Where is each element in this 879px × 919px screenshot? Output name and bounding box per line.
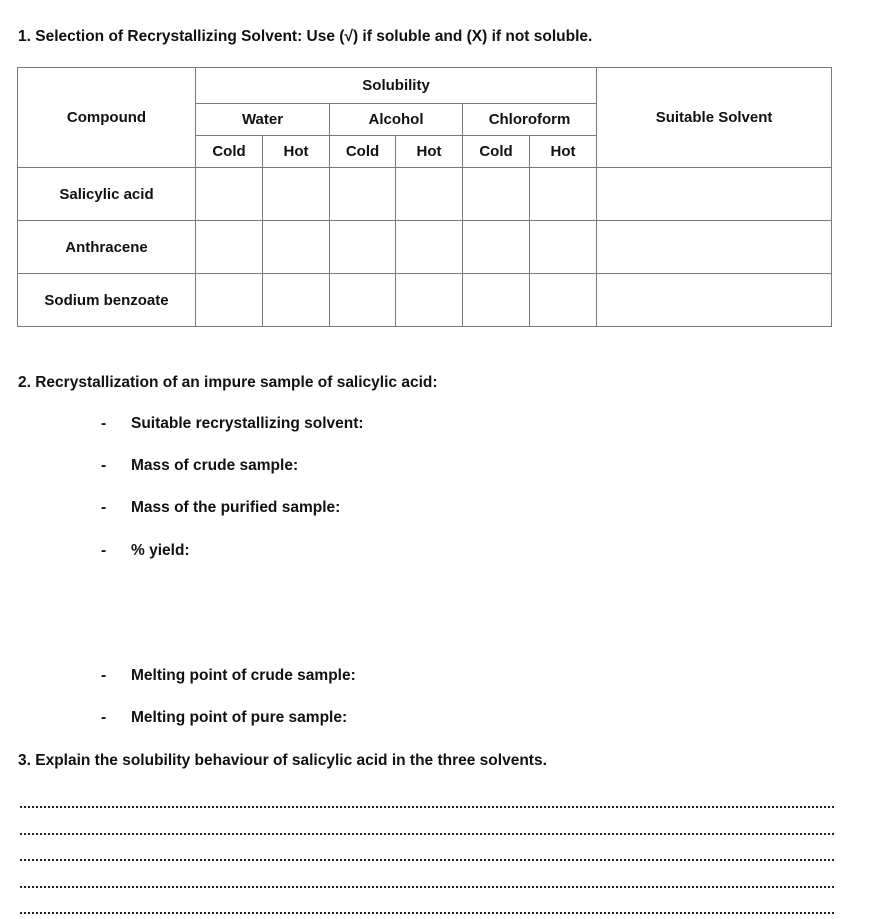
list-item (101, 542, 190, 560)
bullet-dash: - (101, 542, 107, 559)
answer-cell[interactable] (530, 168, 597, 221)
answer-line[interactable] (20, 806, 834, 808)
list-item (101, 457, 298, 475)
answer-cell[interactable] (396, 221, 463, 274)
temp-header-chloroform-cold: Cold (463, 136, 530, 168)
answer-cell[interactable] (463, 168, 530, 221)
section-2-heading: 2. Recrystallization of an impure sample of salicylic acid: (18, 374, 438, 391)
answer-cell[interactable] (530, 274, 597, 327)
solubility-table (17, 67, 832, 327)
answer-cell[interactable] (530, 221, 597, 274)
table-row (18, 274, 832, 327)
temp-header-alcohol-hot: Hot (396, 136, 463, 168)
answer-cell[interactable] (263, 221, 330, 274)
answer-cell[interactable] (396, 274, 463, 327)
list-item (101, 499, 340, 517)
section-1-heading: 1. Selection of Recrystallizing Solvent: Use (√) if soluble and (X) if not soluble. (18, 28, 593, 45)
list-item (101, 415, 364, 433)
list-item (101, 667, 356, 685)
item-label: Mass of the purified sample: (131, 499, 341, 516)
bullet-dash: - (101, 667, 107, 684)
compound-name: Anthracene (18, 221, 196, 274)
answer-cell[interactable] (463, 221, 530, 274)
solvent-header-chloroform: Chloroform (463, 104, 597, 136)
suitable-solvent-header: Suitable Solvent (597, 68, 832, 168)
item-label: Mass of crude sample: (131, 457, 299, 474)
bullet-dash: - (101, 709, 107, 726)
answer-cell[interactable] (396, 168, 463, 221)
suitable-solvent-cell[interactable] (597, 221, 832, 274)
answer-cell[interactable] (330, 221, 396, 274)
temp-header-water-hot: Hot (263, 136, 330, 168)
answer-line[interactable] (20, 912, 834, 914)
item-label: % yield: (131, 542, 190, 559)
solubility-header: Solubility (196, 68, 597, 104)
temp-header-water-cold: Cold (196, 136, 263, 168)
section-3-heading: 3. Explain the solubility behaviour of salicylic acid in the three solvents. (18, 752, 547, 769)
answer-cell[interactable] (330, 274, 396, 327)
temp-header-alcohol-cold: Cold (330, 136, 396, 168)
temp-header-chloroform-hot: Hot (530, 136, 597, 168)
bullet-dash: - (101, 457, 107, 474)
table-row (18, 168, 832, 221)
solvent-header-water: Water (196, 104, 330, 136)
answer-cell[interactable] (196, 274, 263, 327)
answer-cell[interactable] (196, 221, 263, 274)
table-row (18, 221, 832, 274)
answer-cell[interactable] (263, 274, 330, 327)
answer-line[interactable] (20, 859, 834, 861)
answer-cell[interactable] (330, 168, 396, 221)
answer-cell[interactable] (196, 168, 263, 221)
compound-name: Salicylic acid (18, 168, 196, 221)
answer-cell[interactable] (263, 168, 330, 221)
answer-line[interactable] (20, 833, 834, 835)
item-label: Melting point of pure sample: (131, 709, 348, 726)
suitable-solvent-cell[interactable] (597, 274, 832, 327)
compound-name: Sodium benzoate (18, 274, 196, 327)
item-label: Melting point of crude sample: (131, 667, 356, 684)
list-item (101, 709, 347, 727)
answer-cell[interactable] (463, 274, 530, 327)
bullet-dash: - (101, 499, 107, 516)
compound-header: Compound (18, 68, 196, 168)
suitable-solvent-cell[interactable] (597, 168, 832, 221)
solvent-header-alcohol: Alcohol (330, 104, 463, 136)
item-label: Suitable recrystallizing solvent: (131, 415, 364, 432)
answer-line[interactable] (20, 886, 834, 888)
bullet-dash: - (101, 415, 107, 432)
